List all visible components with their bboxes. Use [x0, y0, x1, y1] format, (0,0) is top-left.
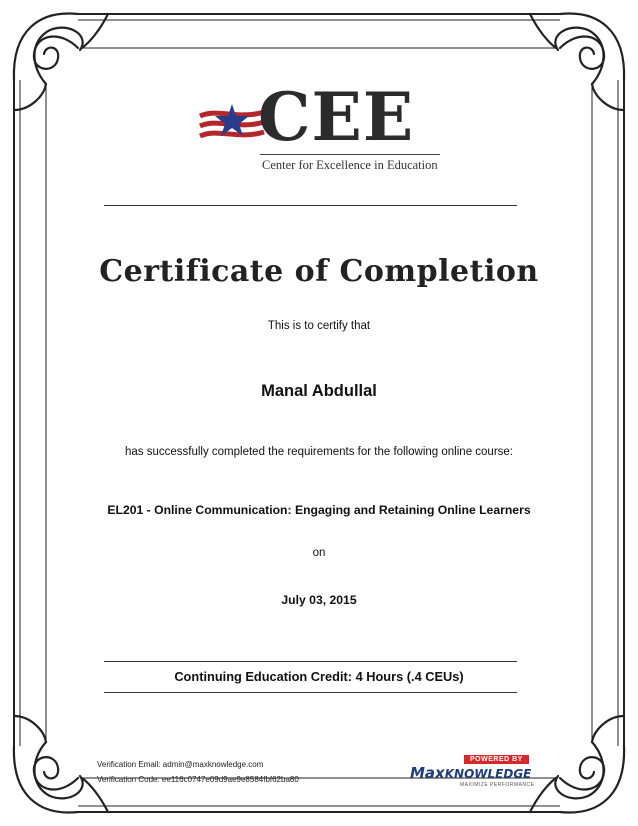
- course-title: EL201 - Online Communication: Engaging and Retaining Online Learners: [107, 503, 531, 517]
- on-label: on: [312, 547, 326, 559]
- credit-bottom-rule: [104, 692, 517, 693]
- cee-wordmark: CEE: [258, 78, 415, 156]
- flag-star-icon: [198, 102, 266, 148]
- powered-by-label: POWERED BY: [464, 755, 529, 764]
- logo-underline: [260, 154, 440, 155]
- brand-max: Max: [410, 764, 445, 782]
- credit-top-rule: [104, 661, 517, 662]
- brand-knowledge: KNOWLEDGE: [444, 767, 532, 781]
- cee-tagline: Center for Excellence in Education: [262, 158, 438, 172]
- completion-line: has successfully completed the requirements for the following online course:: [124, 446, 513, 458]
- maxknowledge-wordmark: [410, 764, 531, 782]
- maxknowledge-badge: [410, 755, 538, 791]
- verification-code: Verification Code: ee116c0747e09d9ae9e8584fbf62ba80: [97, 775, 299, 784]
- verification-email: Verification Email: admin@maxknowledge.com: [97, 760, 264, 769]
- credit-line: Continuing Education Credit: 4 Hours (.4 CEUs): [174, 669, 464, 684]
- recipient-name: Manal Abdullal: [261, 382, 377, 400]
- cee-logo: [198, 78, 448, 180]
- badge-slogan: MAXIMIZE PERFORMANCE: [460, 782, 535, 788]
- certificate-title: Certificate of Completion: [99, 254, 539, 289]
- top-divider: [104, 205, 517, 206]
- completion-date: July 03, 2015: [281, 593, 357, 607]
- certify-line: This is to certify that: [267, 320, 371, 332]
